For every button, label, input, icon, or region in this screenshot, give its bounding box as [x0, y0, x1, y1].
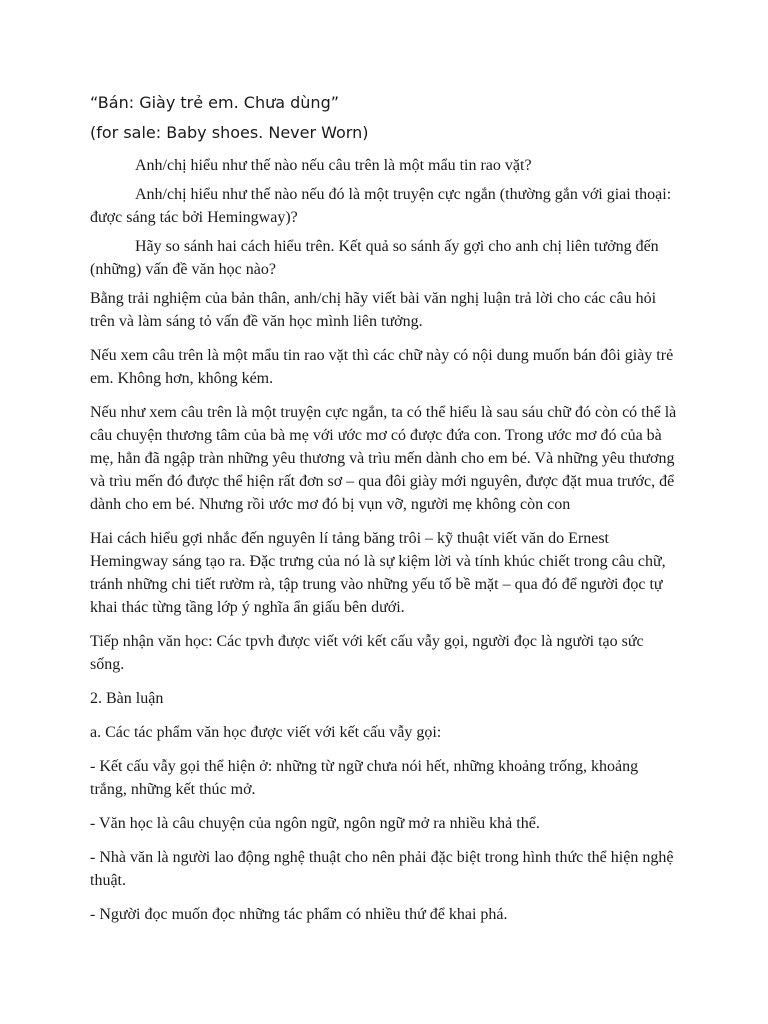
paragraph-classified-ad: Nếu xem câu trên là một mẩu tin rao vặt thì các chữ này có nội dung muốn bán đôi giày trẻ em. Không hơn, không kém.: [90, 347, 674, 387]
paragraph-iceberg-theory: Hai cách hiểu gợi nhắc đến nguyên lí tảng băng trôi – kỹ thuật viết văn do Ernest Hemingway sáng tạo ra. Đặc trưng của nó là sự kiệm lời và tính khúc chiết trong câu chữ, tránh những chi tiết rườm rà, tập trung vào những yếu tố bề mặt – qua đó để người đọc tự khai thác từng tầng lớp ý nghĩa ẩn giấu bên dưới.: [90, 530, 666, 616]
subheading-a: a. Các tác phẩm văn học được viết với kết cấu vẫy gọi:: [90, 724, 442, 741]
essay-prompt: Bằng trải nghiệm của bản thân, anh/chị hãy viết bài văn nghị luận trả lời cho các câu hỏi trên và làm sáng tỏ vấn đề văn học mình liên tưởng.: [90, 290, 657, 330]
section-heading-discussion: 2. Bàn luận: [90, 690, 164, 707]
bullet-item: - Nhà văn là người lao động nghệ thuật cho nên phải đặc biệt trong hình thức thể hiện nghệ thuật.: [90, 849, 674, 889]
bullet-item: - Văn học là câu chuyện của ngôn ngữ, ngôn ngữ mở ra nhiều khả thể.: [90, 815, 540, 832]
bullet-item: - Người đọc muốn đọc những tác phẩm có nhiều thứ để khai phá.: [90, 906, 508, 923]
bullet-item: - Kết cấu vẫy gọi thể hiện ở: những từ ngữ chưa nói hết, những khoảng trống, khoảng trắng, những kết thúc mở.: [90, 758, 639, 798]
title-english: (for sale: Baby shoes. Never Worn): [90, 123, 369, 142]
question-2: Anh/chị hiểu như thế nào nếu đó là một truyện cực ngắn (thường gắn với giai thoại: được sáng tác bởi Hemingway)?: [90, 186, 672, 226]
document-body: [90, 92, 678, 937]
paragraph-literary-reception: Tiếp nhận văn học: Các tpvh được viết với kết cấu vẫy gọi, người đọc là người tạo sức sống.: [90, 633, 644, 673]
paragraph-short-story: Nếu như xem câu trên là một truyện cực ngắn, ta có thể hiểu là sau sáu chữ đó còn có thể là câu chuyện thương tâm của bà mẹ với ước mơ có được đứa con. Trong ước mơ đó của bà mẹ, hẳn đã ngập tràn những yêu thương và trìu mến dành cho em bé. Và những yêu thương và trìu mến đó được thể hiện rất đơn sơ – qua đôi giày mới nguyên, được đặt mua trước, để dành cho em bé. Nhưng rồi ước mơ đó bị vụn vỡ, người mẹ không còn con: [90, 404, 677, 513]
question-1: Anh/chị hiểu như thế nào nếu câu trên là một mẩu tin rao vặt?: [135, 157, 532, 174]
question-3: Hãy so sánh hai cách hiểu trên. Kết quả so sánh ấy gợi cho anh chị liên tưởng đến (những) vấn đề văn học nào?: [90, 238, 659, 278]
title-vietnamese: “Bán: Giày trẻ em. Chưa dùng”: [90, 93, 340, 112]
